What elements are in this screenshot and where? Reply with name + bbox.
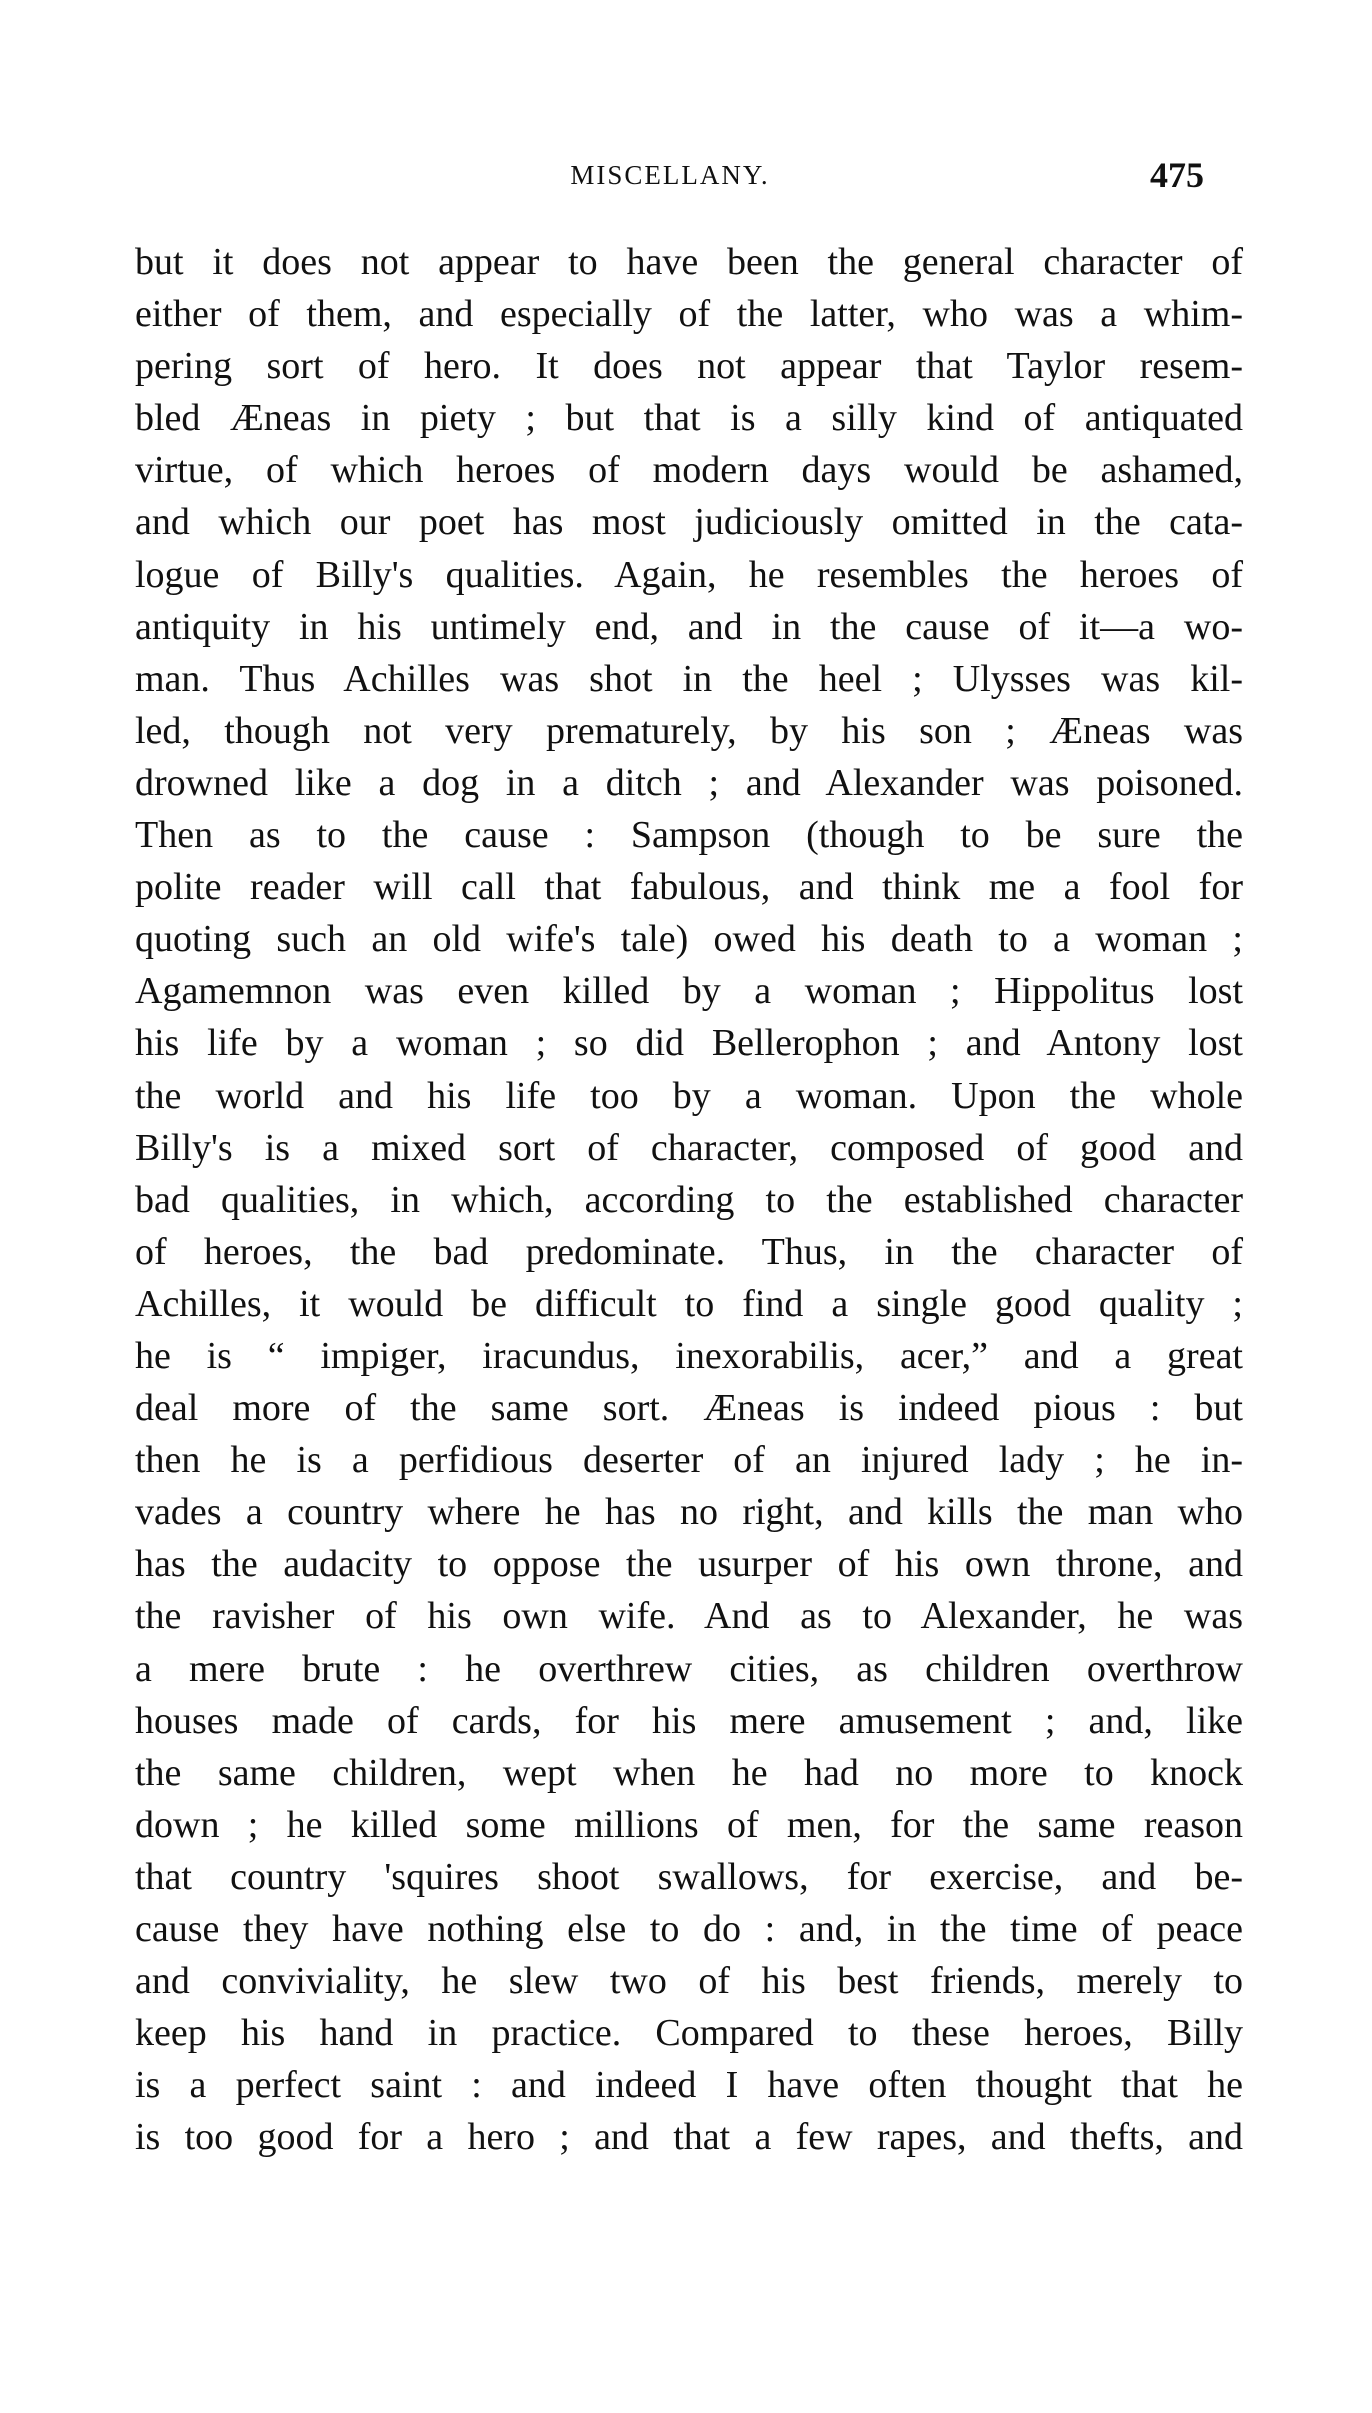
text-line: antiquity in his untimely end, and in the cause of it—a wo- [135, 605, 1243, 648]
text-line: Agamemnon was even killed by a woman ; Hippolitus lost [135, 970, 1243, 1013]
text-line: drowned like a dog in a ditch ; and Alexander was poisoned. [135, 761, 1243, 804]
running-head-title: MISCELLANY. [570, 160, 770, 190]
text-line: Billy's is a mixed sort of character, composed of good and [135, 1126, 1243, 1169]
text-line: and conviviality, he slew two of his best friends, merely to [135, 1960, 1243, 2003]
text-line: pering sort of hero. It does not appear that Taylor resem- [135, 345, 1243, 388]
text-line: cause they have nothing else to do : and, in the time of peace [135, 1908, 1243, 1950]
text-line: man. Thus Achilles was shot in the heel ; Ulysses was kil- [135, 657, 1243, 700]
text-line: vades a country where he has no right, and kills the man who [135, 1491, 1243, 1534]
text-line: bad qualities, in which, according to the established character [135, 1178, 1243, 1221]
text-line: keep his hand in practice. Compared to these heroes, Billy [135, 2012, 1243, 2055]
text-line: virtue, of which heroes of modern days would be ashamed, [135, 449, 1243, 492]
text-line: has the audacity to oppose the usurper of his own throne, and [135, 1543, 1243, 1586]
text-line: then he is a perfidious deserter of an injured lady ; he in- [135, 1439, 1243, 1482]
text-line: polite reader will call that fabulous, and think me a fool for [135, 866, 1243, 909]
page-number: 475 [1150, 155, 1204, 195]
text-line: of heroes, the bad predominate. Thus, in the character of [135, 1230, 1243, 1273]
text-line: that country 'squires shoot swallows, for exercise, and be- [135, 1855, 1243, 1898]
text-line: houses made of cards, for his mere amusement ; and, like [135, 1699, 1243, 1742]
text-line: led, though not very prematurely, by his son ; Æneas was [135, 709, 1243, 752]
text-line: bled Æneas in piety ; but that is a silly kind of antiquated [135, 397, 1243, 440]
text-line: the same children, wept when he had no more to knock [135, 1751, 1243, 1794]
text-line: Achilles, it would be difficult to find a single good quality ; [135, 1282, 1243, 1325]
text-line: he is “ impiger, iracundus, inexorabilis, acer,” and a great [135, 1334, 1243, 1377]
text-line: the world and his life too by a woman. Upon the whole [135, 1074, 1243, 1117]
text-line: down ; he killed some millions of men, for the same reason [135, 1803, 1243, 1846]
text-line: either of them, and especially of the latter, who was a whim- [135, 293, 1243, 336]
running-head [0, 155, 1372, 200]
text-line: deal more of the same sort. Æneas is indeed pious : but [135, 1387, 1243, 1430]
text-line: and which our poet has most judiciously omitted in the cata- [135, 501, 1243, 544]
text-line: is too good for a hero ; and that a few rapes, and thefts, and [135, 2116, 1243, 2159]
text-line: logue of Billy's qualities. Again, he resembles the heroes of [135, 553, 1243, 596]
body-text [135, 236, 1243, 2163]
text-line: a mere brute : he overthrew cities, as children overthrow [135, 1647, 1243, 1690]
text-line: Then as to the cause : Sampson (though to be sure the [135, 814, 1243, 857]
text-line: the ravisher of his own wife. And as to Alexander, he was [135, 1595, 1243, 1638]
text-line: is a perfect saint : and indeed I have often thought that he [135, 2064, 1243, 2107]
text-line: but it does not appear to have been the general character of [135, 241, 1243, 283]
text-line: his life by a woman ; so did Bellerophon ; and Antony lost [135, 1022, 1243, 1065]
text-line: quoting such an old wife's tale) owed his death to a woman ; [135, 918, 1243, 961]
